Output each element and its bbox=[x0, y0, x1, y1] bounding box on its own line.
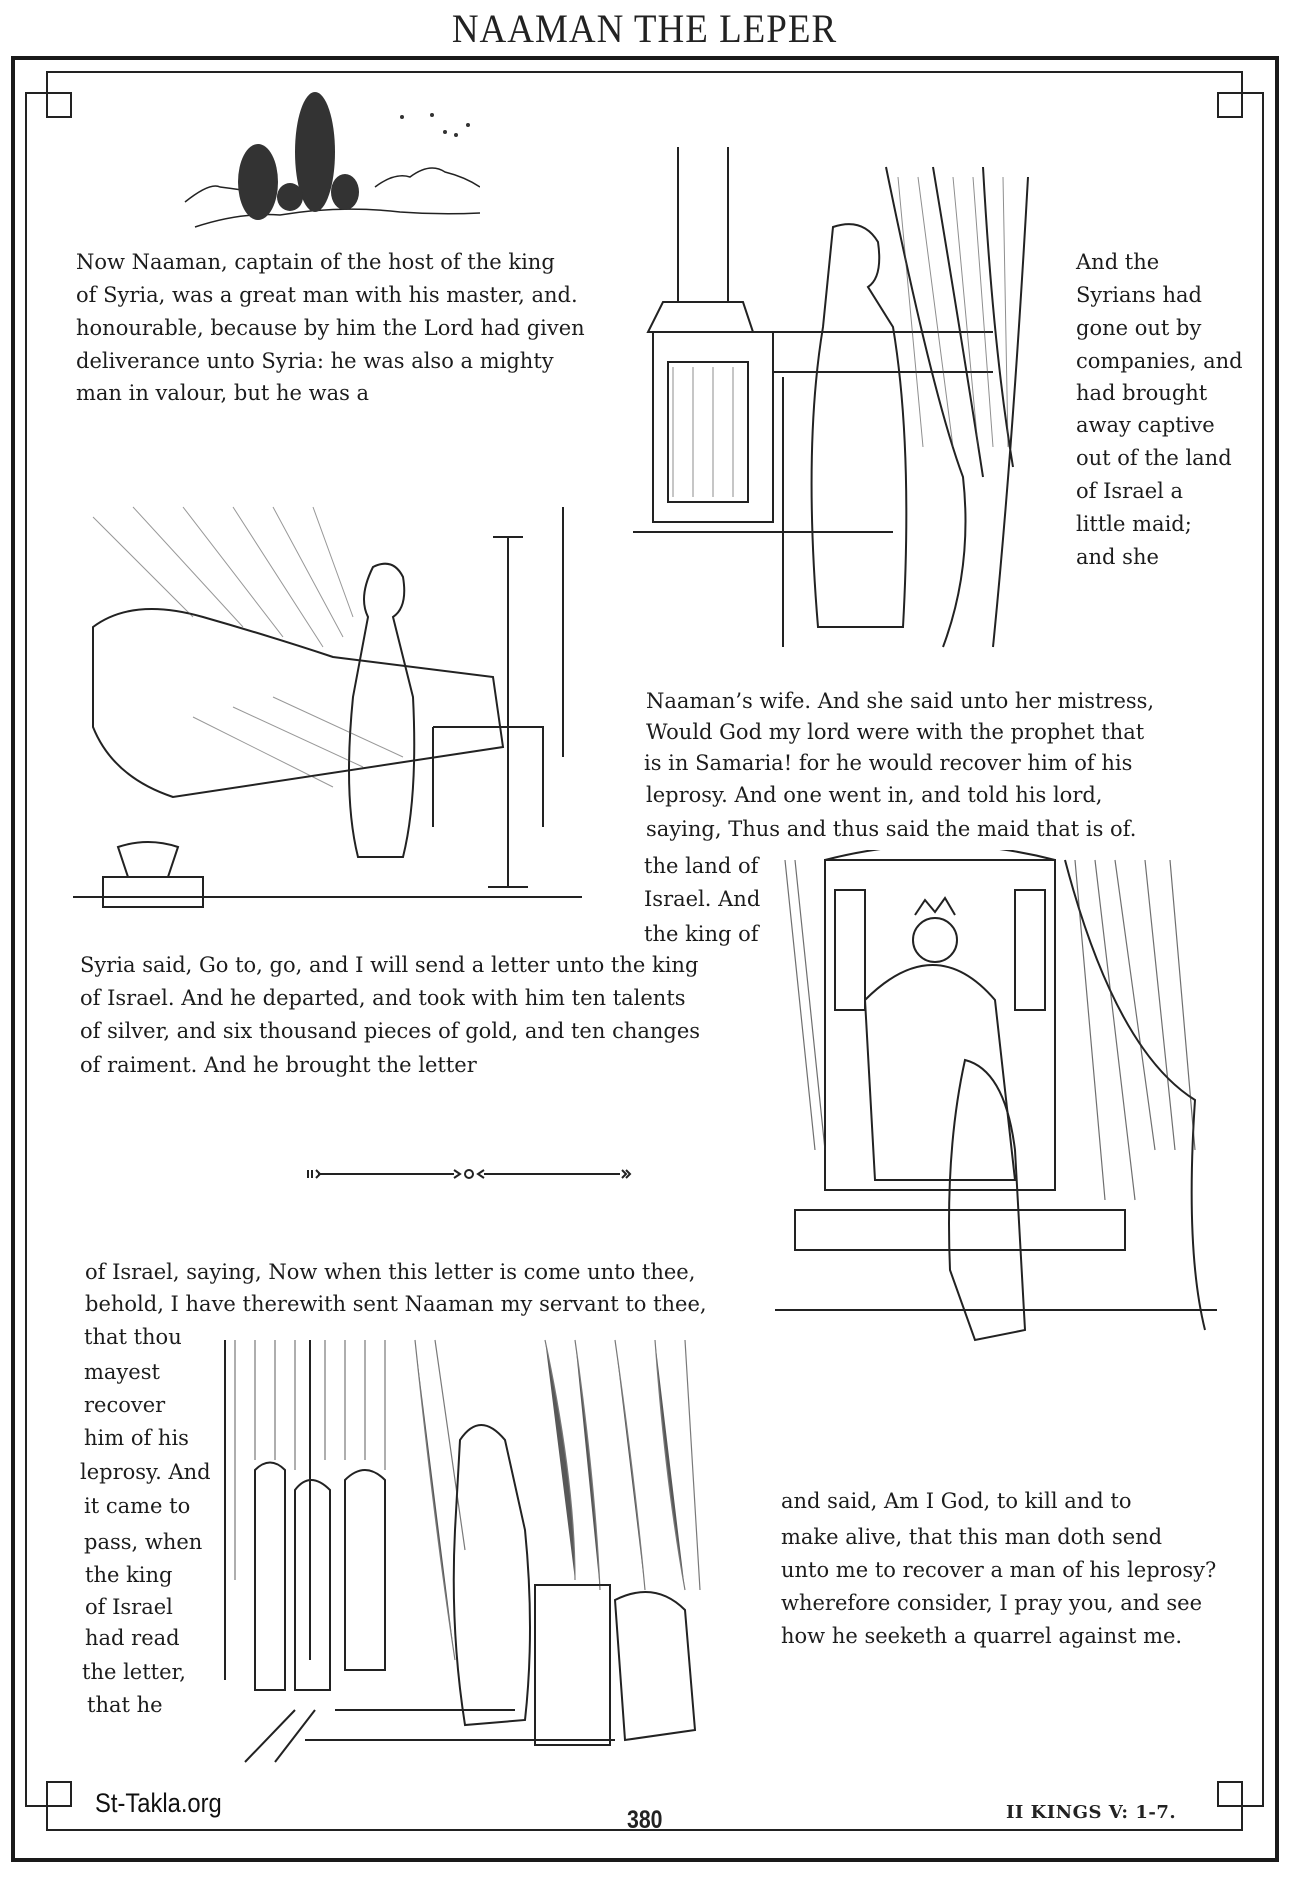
text-line: him of his bbox=[84, 1426, 189, 1450]
text-line: and she bbox=[1076, 545, 1159, 569]
text-line: the king of bbox=[644, 922, 759, 946]
text-line: leprosy. And bbox=[80, 1460, 211, 1484]
page-title: NAAMAN THE LEPER bbox=[451, 6, 838, 53]
text-line: Israel. And bbox=[644, 887, 761, 911]
text-line: saying, Thus and thus said the maid that is of. bbox=[646, 817, 1137, 841]
text-line: of Israel bbox=[85, 1595, 173, 1619]
illustration-maid-and-mistress bbox=[73, 497, 582, 917]
ornamental-divider bbox=[304, 1166, 634, 1182]
text-line: how he seeketh a quarrel against me. bbox=[781, 1624, 1183, 1648]
text-line: had read bbox=[85, 1626, 180, 1650]
text-line: out of the land bbox=[1076, 446, 1232, 470]
text-line: And the bbox=[1076, 250, 1160, 274]
text-line: of Israel. And he departed, and took with him ten talents bbox=[80, 986, 686, 1010]
text-line: the letter, bbox=[82, 1660, 186, 1684]
text-line: Now Naaman, captain of the host of the king bbox=[76, 250, 555, 274]
text-line: had brought bbox=[1076, 381, 1208, 405]
text-line: gone out by bbox=[1076, 316, 1202, 340]
illustration-king-of-israel bbox=[215, 1330, 713, 1763]
text-line: and said, Am I God, to kill and to bbox=[781, 1489, 1132, 1513]
text-line: is in Samaria! for he would recover him of his bbox=[644, 751, 1133, 775]
text-line: honourable, because by him the Lord had given bbox=[76, 316, 585, 340]
text-line: that thou bbox=[84, 1325, 182, 1349]
page-number: 380 bbox=[627, 1806, 663, 1834]
text-line: make alive, that this man doth send bbox=[781, 1525, 1163, 1549]
illustration-naaman-at-pillar bbox=[633, 147, 1060, 650]
text-line: companies, and bbox=[1076, 349, 1243, 373]
site-watermark: St-Takla.org bbox=[95, 1788, 222, 1818]
text-line: of Israel, saying, Now when this letter is come unto thee, bbox=[85, 1260, 696, 1284]
text-line: of Syria, was a great man with his master, and. bbox=[76, 283, 578, 307]
text-line: pass, when bbox=[84, 1530, 203, 1554]
text-line: Syria said, Go to, go, and I will send a letter unto the king bbox=[80, 953, 699, 977]
illustration-landscape bbox=[180, 87, 480, 233]
text-line: leprosy. And one went in, and told his lord, bbox=[646, 783, 1103, 807]
text-line: unto me to recover a man of his leprosy? bbox=[781, 1558, 1217, 1582]
text-line: of raiment. And he brought the letter bbox=[80, 1053, 477, 1077]
text-line: the king bbox=[85, 1563, 173, 1587]
text-line: the land of bbox=[644, 854, 759, 878]
text-line: of silver, and six thousand pieces of gold, and ten changes bbox=[80, 1019, 701, 1043]
text-line: man in valour, but he was a bbox=[76, 381, 370, 405]
text-line: Syrians had bbox=[1076, 283, 1202, 307]
text-line: little maid; bbox=[1076, 512, 1192, 536]
scripture-reference: II KINGS V: 1-7. bbox=[1006, 1802, 1177, 1823]
text-line: wherefore consider, I pray you, and see bbox=[781, 1591, 1203, 1615]
text-line: mayest bbox=[84, 1360, 160, 1384]
text-line: of Israel a bbox=[1076, 479, 1184, 503]
text-line: deliverance unto Syria: he was also a mighty bbox=[76, 349, 554, 373]
text-line: away captive bbox=[1076, 413, 1215, 437]
text-line: recover bbox=[84, 1393, 166, 1417]
text-line: that he bbox=[87, 1693, 163, 1717]
illustration-king-of-syria bbox=[775, 850, 1217, 1360]
text-line: Would God my lord were with the prophet that bbox=[646, 720, 1145, 744]
text-line: it came to bbox=[84, 1494, 191, 1518]
text-line: Naaman’s wife. And she said unto her mistress, bbox=[646, 689, 1155, 713]
text-line: behold, I have therewith sent Naaman my servant to thee, bbox=[85, 1292, 707, 1316]
